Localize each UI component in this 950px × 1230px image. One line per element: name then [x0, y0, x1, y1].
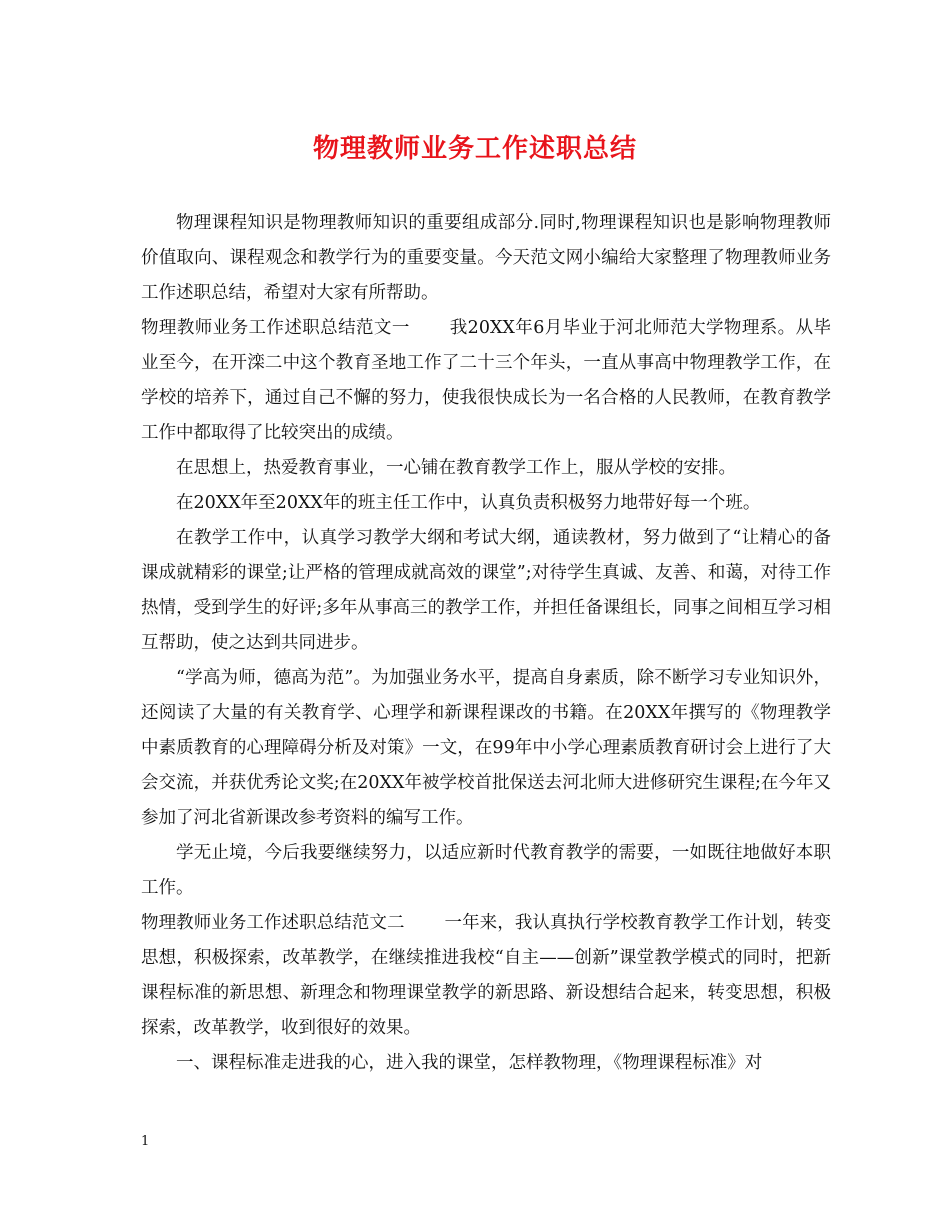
body-paragraph: 在思想上，热爱教育事业，一心铺在教育教学工作上，服从学校的安排。: [176, 458, 736, 478]
body-paragraph: “学高为师，德高为范”。为加强业务水平，提高自身素质，除不断学习专业知识外，还阅读了大量的有关教育学、心理学和新课程课改的书籍。在20XX年撰写的《物理教学中素质教育的心理障碍分析及对策》一文，在99年中小学心理素质教育研讨会上进行了大会交流，并获优秀论文奖;在20XX年被学校首批保送去河北师大进修研究生课程;在今年又参加了河北省新课改参考资料的编写工作。: [141, 668, 831, 828]
document-title: 物理教师业务工作述职总结: [312, 134, 637, 164]
section-one-text: 我20XX年6月毕业于河北师范大学物理系。从毕业至今，在开滦二中这个教育圣地工作了二十三个年头，一直从事高中物理教学工作，在学校的培养下，通过自己不懈的努力，使我很快成长为一名合格的人民教师，在教育教学工作中都取得了比较突出的成绩。: [141, 318, 832, 443]
section-two-paragraph: [141, 906, 831, 1046]
intro-paragraph: 物理课程知识是物理教师知识的重要组成部分.同时,物理课程知识也是影响物理教师价值取向、课程观念和教学行为的重要变量。今天范文网小编给大家整理了物理教师业务工作述职总结，希望对大家有所帮助。: [141, 213, 831, 303]
section-one-paragraph: [141, 311, 831, 451]
section-two-heading: 物理教师业务工作述职总结范文二: [141, 913, 405, 933]
body-paragraph: 在教学工作中，认真学习教学大纲和考试大纲，通读教材，努力做到了“让精心的备课成就精彩的课堂;让严格的管理成就高效的课堂”;对待学生真诚、友善、和蔼，对待工作热情，受到学生的好评;多年从事高三的教学工作，并担任备课组长，同事之间相互学习相互帮助，使之达到共同进步。: [141, 528, 831, 653]
body-paragraph: 学无止境，今后我要继续努力，以适应新时代教育教学的需要，一如既往地做好本职工作。: [141, 843, 831, 898]
body-paragraph: 一、课程标准走进我的心，进入我的课堂，怎样教物理，《物理课程标准》对: [176, 1053, 763, 1073]
section-two-text: 一年来，我认真执行学校教育教学工作计划，转变思想，积极探索，改革教学，在继续推进我校“自主——创新”课堂教学模式的同时，把新课程标准的新思想、新理念和物理课堂教学的新思路、新设想结合起来，转变思想，积极探索，改革教学，收到很好的效果。: [141, 913, 832, 1038]
page-number: 1: [141, 1134, 150, 1149]
document-body: [141, 206, 831, 1081]
body-paragraph: 在20XX年至20XX年的班主任工作中，认真负责积极努力地带好每一个班。: [176, 493, 761, 513]
section-one-heading: 物理教师业务工作述职总结范文一: [141, 318, 410, 338]
